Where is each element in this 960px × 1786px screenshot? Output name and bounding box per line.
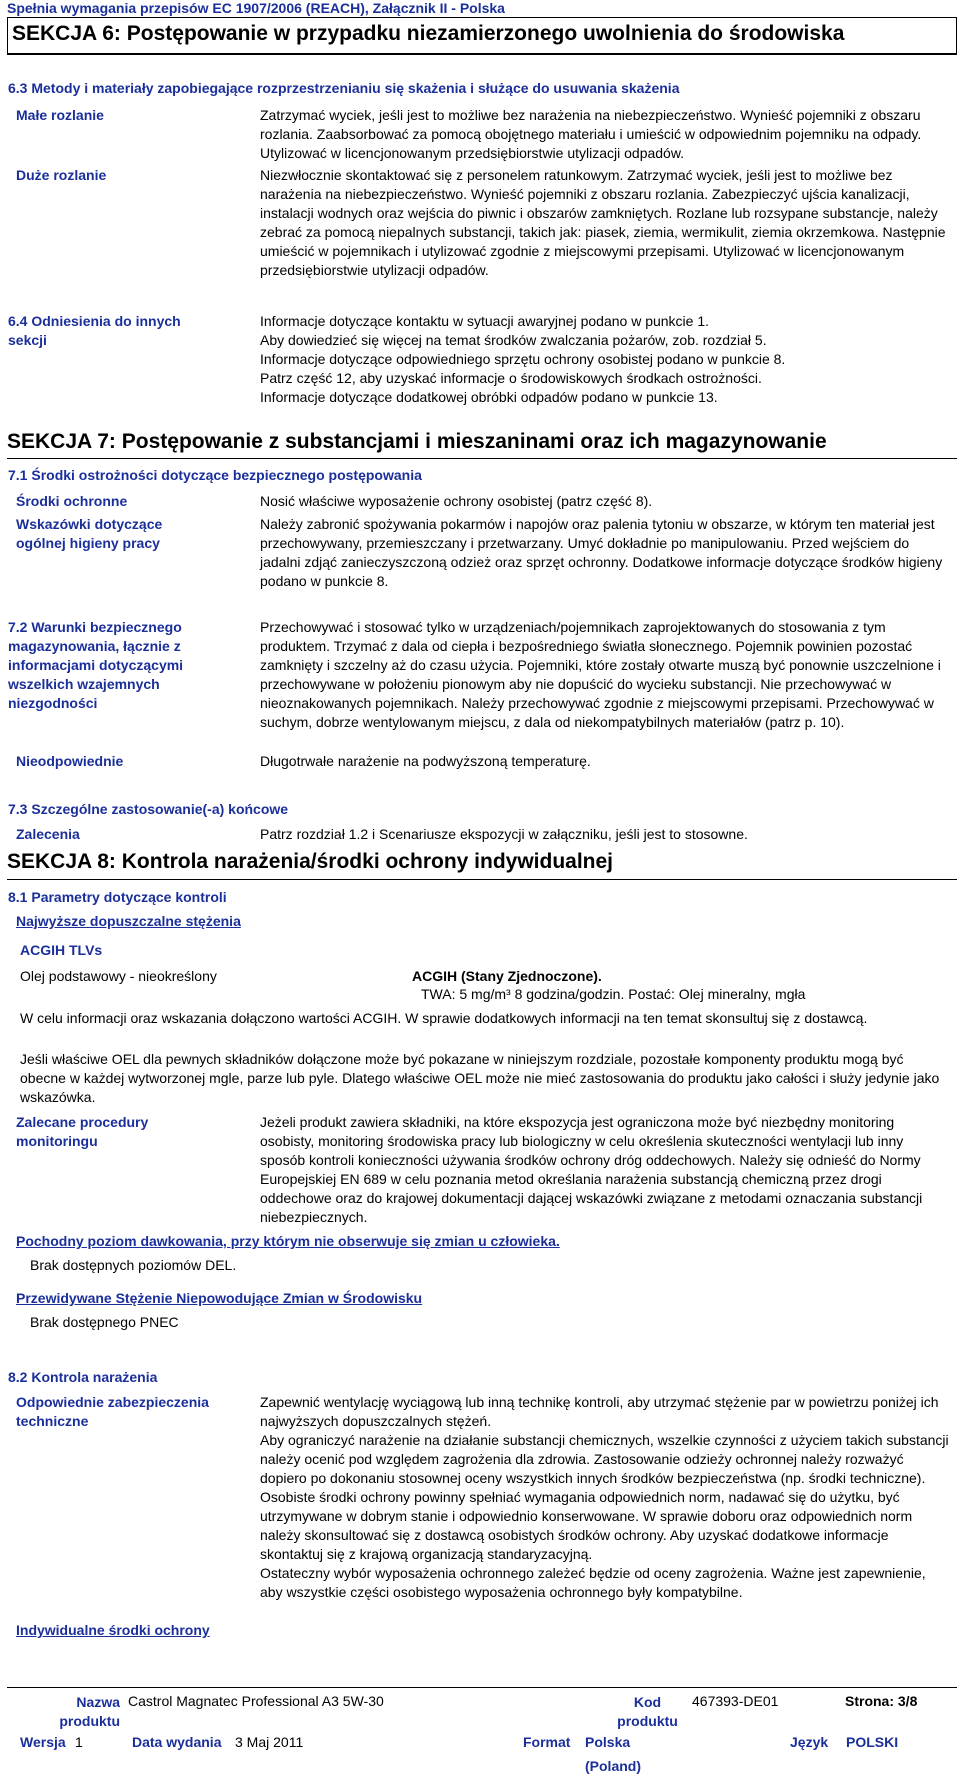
individual-protection-title: Indywidualne środki ochrony: [16, 1622, 210, 1638]
format-value: Polska: [585, 1734, 631, 1750]
large-spill-text: Niezwłocznie skontaktować się z personelem ratunkowym. Zatrzymać wyciek, jeśli jest to możliwe bez narażenia na niebezpieczeństwo. Wynieść pojemniki z obszaru rozlania. Zabezpieczyć ujścia kanalizacji, instalacji wodnych oraz wejścia do piwnic i obszarów zamkniętych. Rozlane lub rozsypane substancje, należy zebrać za pomocą niepalnych substancji, takich jak: piasek, ziemia, wermikulit, ziemia okrzemkowa. Następnie umieścić w pojemnikach i utylizować zgodnie z miejscowymi przepisami. Utylizować w licencjonowanym przedsiębiorstwie utylizacji odpadów.: [260, 167, 946, 278]
subsection-7-1-title: 7.1 Środki ostrożności dotyczące bezpiecznego postępowania: [8, 467, 422, 483]
storage-text: Przechowywać i stosować tylko w urządzeniach/pojemnikach zaprojektowanych do stosowania z tym produktem. Trzymać z dala od ciepła i bezpośredniego światła słonecznego. Pojemnik powinien pozostać zamknięty i szczelny aż do czasu użycia. Pojemniki, które zostały otwarte muszą być ponownie uszczelnione i przechowywane w położeniu pionowym aby nie dopuścić do wycieku substancji. Nie przechowywać w nieoznakowanych pojemnikach. Należy przechowywać zgodnie z miejscowymi przepisami. Przechowywać w suchym, dobrze wentylowanym miejscu, z dala od niekompatybilnych materiałów (patrz p. 10).: [260, 619, 941, 730]
hygiene-text: Należy zabronić spożywania pokarmów i napojów oraz palenia tytoniu w obszarze, w którym ten materiał jest przechowywany, przemieszczany i przetwarzany. Umyć dokładnie po manipulowaniu. Przed wejściem do jadalni zdjąć zanieczyszczoną odzież oraz sprzęt ochronny. Dodatkowe informacje dotyczące środków higieny podano w punkcie 8.: [260, 516, 943, 589]
acgih-tlvs-title: ACGIH TLVs: [20, 942, 103, 958]
dnel-text: Brak dostępnych poziomów DEL.: [30, 1257, 237, 1273]
subsection-7-3-title: 7.3 Szczególne zastosowanie(-a) końcowe: [8, 801, 289, 817]
format-label: Format: [523, 1734, 571, 1750]
subsection-6-4-label: 6.4 Odniesienia do innych sekcji: [8, 313, 181, 348]
acgih-organization: ACGIH (Stany Zjednoczone).: [412, 968, 602, 984]
engineering-paragraph: Aby ograniczyć narażenie na działanie substancji chemicznych, wszelkie czynności z użyciem takich substancji należy ocenić pod względem zagrożenia dla zdrowia. Zastosowanie odzieży ochronnej należy rozważyć dopiero po dokonaniu stosownej oceny wszystkich innych środków bezpieczeństwa (np. środki techniczne). Osobiste środki ochrony powinny spełniać wymagania odpowiednich norm, nadawać się do użytku, być utrzymywane w dobrym stanie i odpowiednio konserwowane. W sprawie doboru oraz odpowiednich norm należy skonsultować się z dostawcą osobistych środków ochrony. Aby uzyskać dodatkowe informacje skontaktuj się z krajową organizacją standaryzacyjną.: [260, 1432, 949, 1562]
reference-line: Informacje dotyczące odpowiedniego sprzętu ochrony osobistej podano w punkcie 8.: [260, 351, 786, 367]
acgih-twa: TWA: 5 mg/m³ 8 godzina/godzin. Postać: Olej mineralny, mgła: [421, 986, 806, 1002]
protective-measures-label: Środki ochronne: [16, 493, 128, 509]
version-value: 1: [75, 1734, 83, 1750]
pnec-text: Brak dostępnego PNEC: [30, 1314, 179, 1330]
engineering-controls-text: [260, 1393, 952, 1602]
monitoring-text: Jeżeli produkt zawiera składniki, na które ekspozycja jest ograniczona może być niezbędny monitoring osobisty, monitoring środowiska pracy lub biologiczny w celu określenia skuteczności wentylacji lub inny sposób kontroli konieczności używania środków ochrony dróg oddechowych. Należy się odnieść do Normy Europejskiej EN 689 w celu poznania metod określania narażenia substancją chemiczną przez drogi oddechowe oraz do krajowej dokumentacji dającej wskazówki związane z metodami oznaczania substancji niebezpiecznych.: [260, 1114, 923, 1225]
dnel-title: Pochodny poziom dawkowania, przy którym nie obserwuje się zmian u człowieka.: [16, 1233, 560, 1249]
section-8-underline: [7, 879, 957, 880]
unsuitable-text: Długotrwałe narażenie na podwyższoną temperaturę.: [260, 753, 591, 769]
unsuitable-label: Nieodpowiednie: [16, 753, 124, 769]
hygiene-label: Wskazówki dotyczące ogólnej higieny pracy: [16, 516, 163, 551]
large-spill-label: Duże rozlanie: [16, 167, 107, 183]
engineering-controls-label: Odpowiednie zabezpieczenia techniczne: [16, 1394, 209, 1429]
oil-name: Olej podstawowy - nieokreślony: [20, 968, 217, 984]
page-number: Strona: 3/8: [845, 1693, 918, 1709]
monitoring-label: Zalecane procedury monitoringu: [16, 1114, 149, 1149]
recommendations-label: Zalecenia: [16, 826, 80, 842]
oel-note: Jeśli właściwe OEL dla pewnych składników dołączone może być pokazane w niniejszym rozdziale, pozostałe komponenty produktu mogą być obecne w każdej wytworzonej mgle, parze lub pyle. Dlatego właściwe OEL może nie mieć zastosowania do produktu jako całości i służy jedynie jako wskazówka.: [20, 1051, 940, 1105]
issue-date-label: Data wydania: [132, 1734, 222, 1750]
small-spill-text: Zatrzymać wyciek, jeśli jest to możliwe bez narażenia na niebezpieczeństwo. Wynieść pojemniki z obszaru rozlania. Zaabsorbować za pomocą obojętnego materiału i umieścić w odpowiednim pojemniku na odpady. Utylizować w licencjonowanym przedsiębiorstwie utylizacji odpadów.: [260, 107, 922, 161]
reference-line: Patrz część 12, aby uzyskać informacje o środowiskowych środkach ostrożności.: [260, 370, 762, 386]
product-code-label: Kod produktu: [617, 1694, 678, 1729]
version-label: Wersja: [20, 1734, 66, 1750]
language-label: Język: [790, 1734, 829, 1750]
subsection-8-2-title: 8.2 Kontrola narażenia: [8, 1369, 158, 1385]
section-8-title: SEKCJA 8: Kontrola narażenia/środki ochrony indywidualnej: [7, 850, 614, 873]
language-value: POLSKI: [846, 1734, 899, 1750]
reference-line: Aby dowiedzieć się więcej na temat środków zwalczania pożarów, zob. rozdział 5.: [260, 332, 767, 348]
engineering-paragraph: Ostateczny wybór wyposażenia ochronnego zależeć będzie od oceny zagrożenia. Ważne jest zapewnienie, aby wszystkie części osobistego wyposażenia ochronnego były kompatybilne.: [260, 1565, 926, 1600]
section-6-title-box: [7, 17, 957, 55]
issue-date: 3 Maj 2011: [235, 1734, 304, 1750]
small-spill-label: Małe rozlanie: [16, 107, 104, 123]
subsection-8-1-title: 8.1 Parametry dotyczące kontroli: [8, 889, 227, 905]
engineering-paragraph: Zapewnić wentylację wyciągową lub inną technikę kontroli, aby utrzymać stężenie par w powietrzu poniżej ich najwyższych dopuszczalnych stężeń.: [260, 1394, 939, 1429]
product-code: 467393-DE01: [692, 1693, 779, 1709]
max-concentration-title: Najwyższe dopuszczalne stężenia: [16, 913, 241, 929]
recommendations-text: Patrz rozdział 1.2 i Scenariusze ekspozycji w załączniku, jeśli jest to stosowne.: [260, 826, 748, 842]
footer-divider: [7, 1687, 957, 1688]
reference-line: Informacje dotyczące dodatkowej obróbki odpadów podano w punkcie 13.: [260, 389, 718, 405]
reach-compliance-header: Spełnia wymagania przepisów EC 1907/2006 (REACH), Załącznik II - Polska: [7, 0, 505, 16]
pnec-title: Przewidywane Stężenie Niepowodujące Zmian w Środowisku: [16, 1290, 423, 1306]
protective-measures-text: Nosić właściwe wyposażenie ochrony osobistej (patrz część 8).: [260, 493, 653, 509]
section-6-title: SEKCJA 6: Postępowanie w przypadku niezamierzonego uwolnienia do środowiska: [12, 22, 845, 45]
subsection-6-4-text: [260, 312, 952, 407]
acgih-note: W celu informacji oraz wskazania dołączono wartości ACGIH. W sprawie dodatkowych informacji na ten temat skonsultuj się z dostawcą.: [20, 1010, 868, 1026]
subsection-6-3-title: 6.3 Metody i materiały zapobiegające rozprzestrzenianiu się skażenia i służące do usuwania skażenia: [8, 80, 680, 96]
product-name-label: Nazwa produktu: [59, 1694, 120, 1729]
section-7-title: SEKCJA 7: Postępowanie z substancjami i mieszaninami oraz ich magazynowanie: [7, 430, 827, 453]
product-name: Castrol Magnatec Professional A3 5W-30: [128, 1693, 384, 1709]
section-7-underline: [7, 458, 957, 459]
subsection-7-2-label: 7.2 Warunki bezpiecznego magazynowania, łącznie z informacjami dotyczącymi wszelkich wzajemnych niezgodności: [8, 619, 184, 711]
format-region: (Poland): [585, 1758, 641, 1774]
reference-line: Informacje dotyczące kontaktu w sytuacji awaryjnej podano w punkcie 1.: [260, 313, 710, 329]
